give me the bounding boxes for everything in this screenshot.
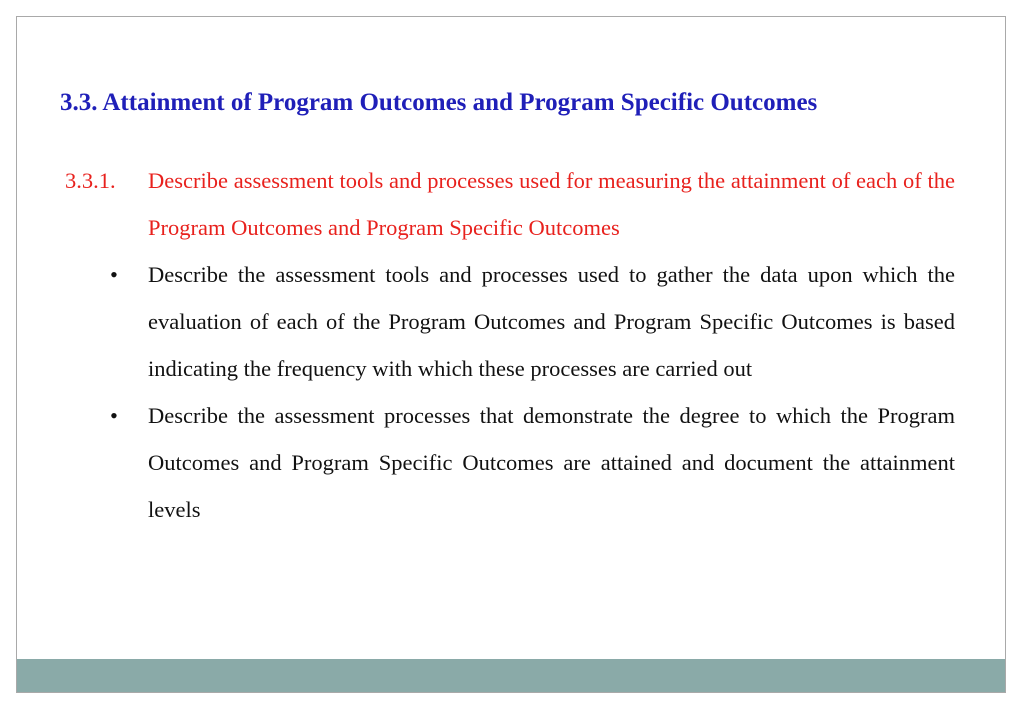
section-heading: Describe assessment tools and processes used for measuring the attainment of each of the Program Outcomes and Program Specific Outcomes [148,168,955,240]
bullet-icon: • [110,262,118,287]
bullet-item [65,251,955,392]
bullet-text: Describe the assessment processes that demonstrate the degree to which the Program Outcomes and Program Specific Outcomes are attained and document the attainment levels [148,403,955,522]
footer-bar [17,659,1005,692]
bullet-icon: • [110,403,118,428]
slide-title: 3.3. Attainment of Program Outcomes and Program Specific Outcomes [60,89,818,116]
section-heading-row [65,157,955,251]
slide [16,16,1006,693]
bullet-item [65,392,955,533]
section-3-3-1 [65,157,955,533]
bullet-text: Describe the assessment tools and processes used to gather the data upon which the evaluation of each of the Program Outcomes and Program Specific Outcomes is based indicating the frequency with which these processes are carried out [148,262,955,381]
section-number: 3.3.1. [65,168,116,193]
